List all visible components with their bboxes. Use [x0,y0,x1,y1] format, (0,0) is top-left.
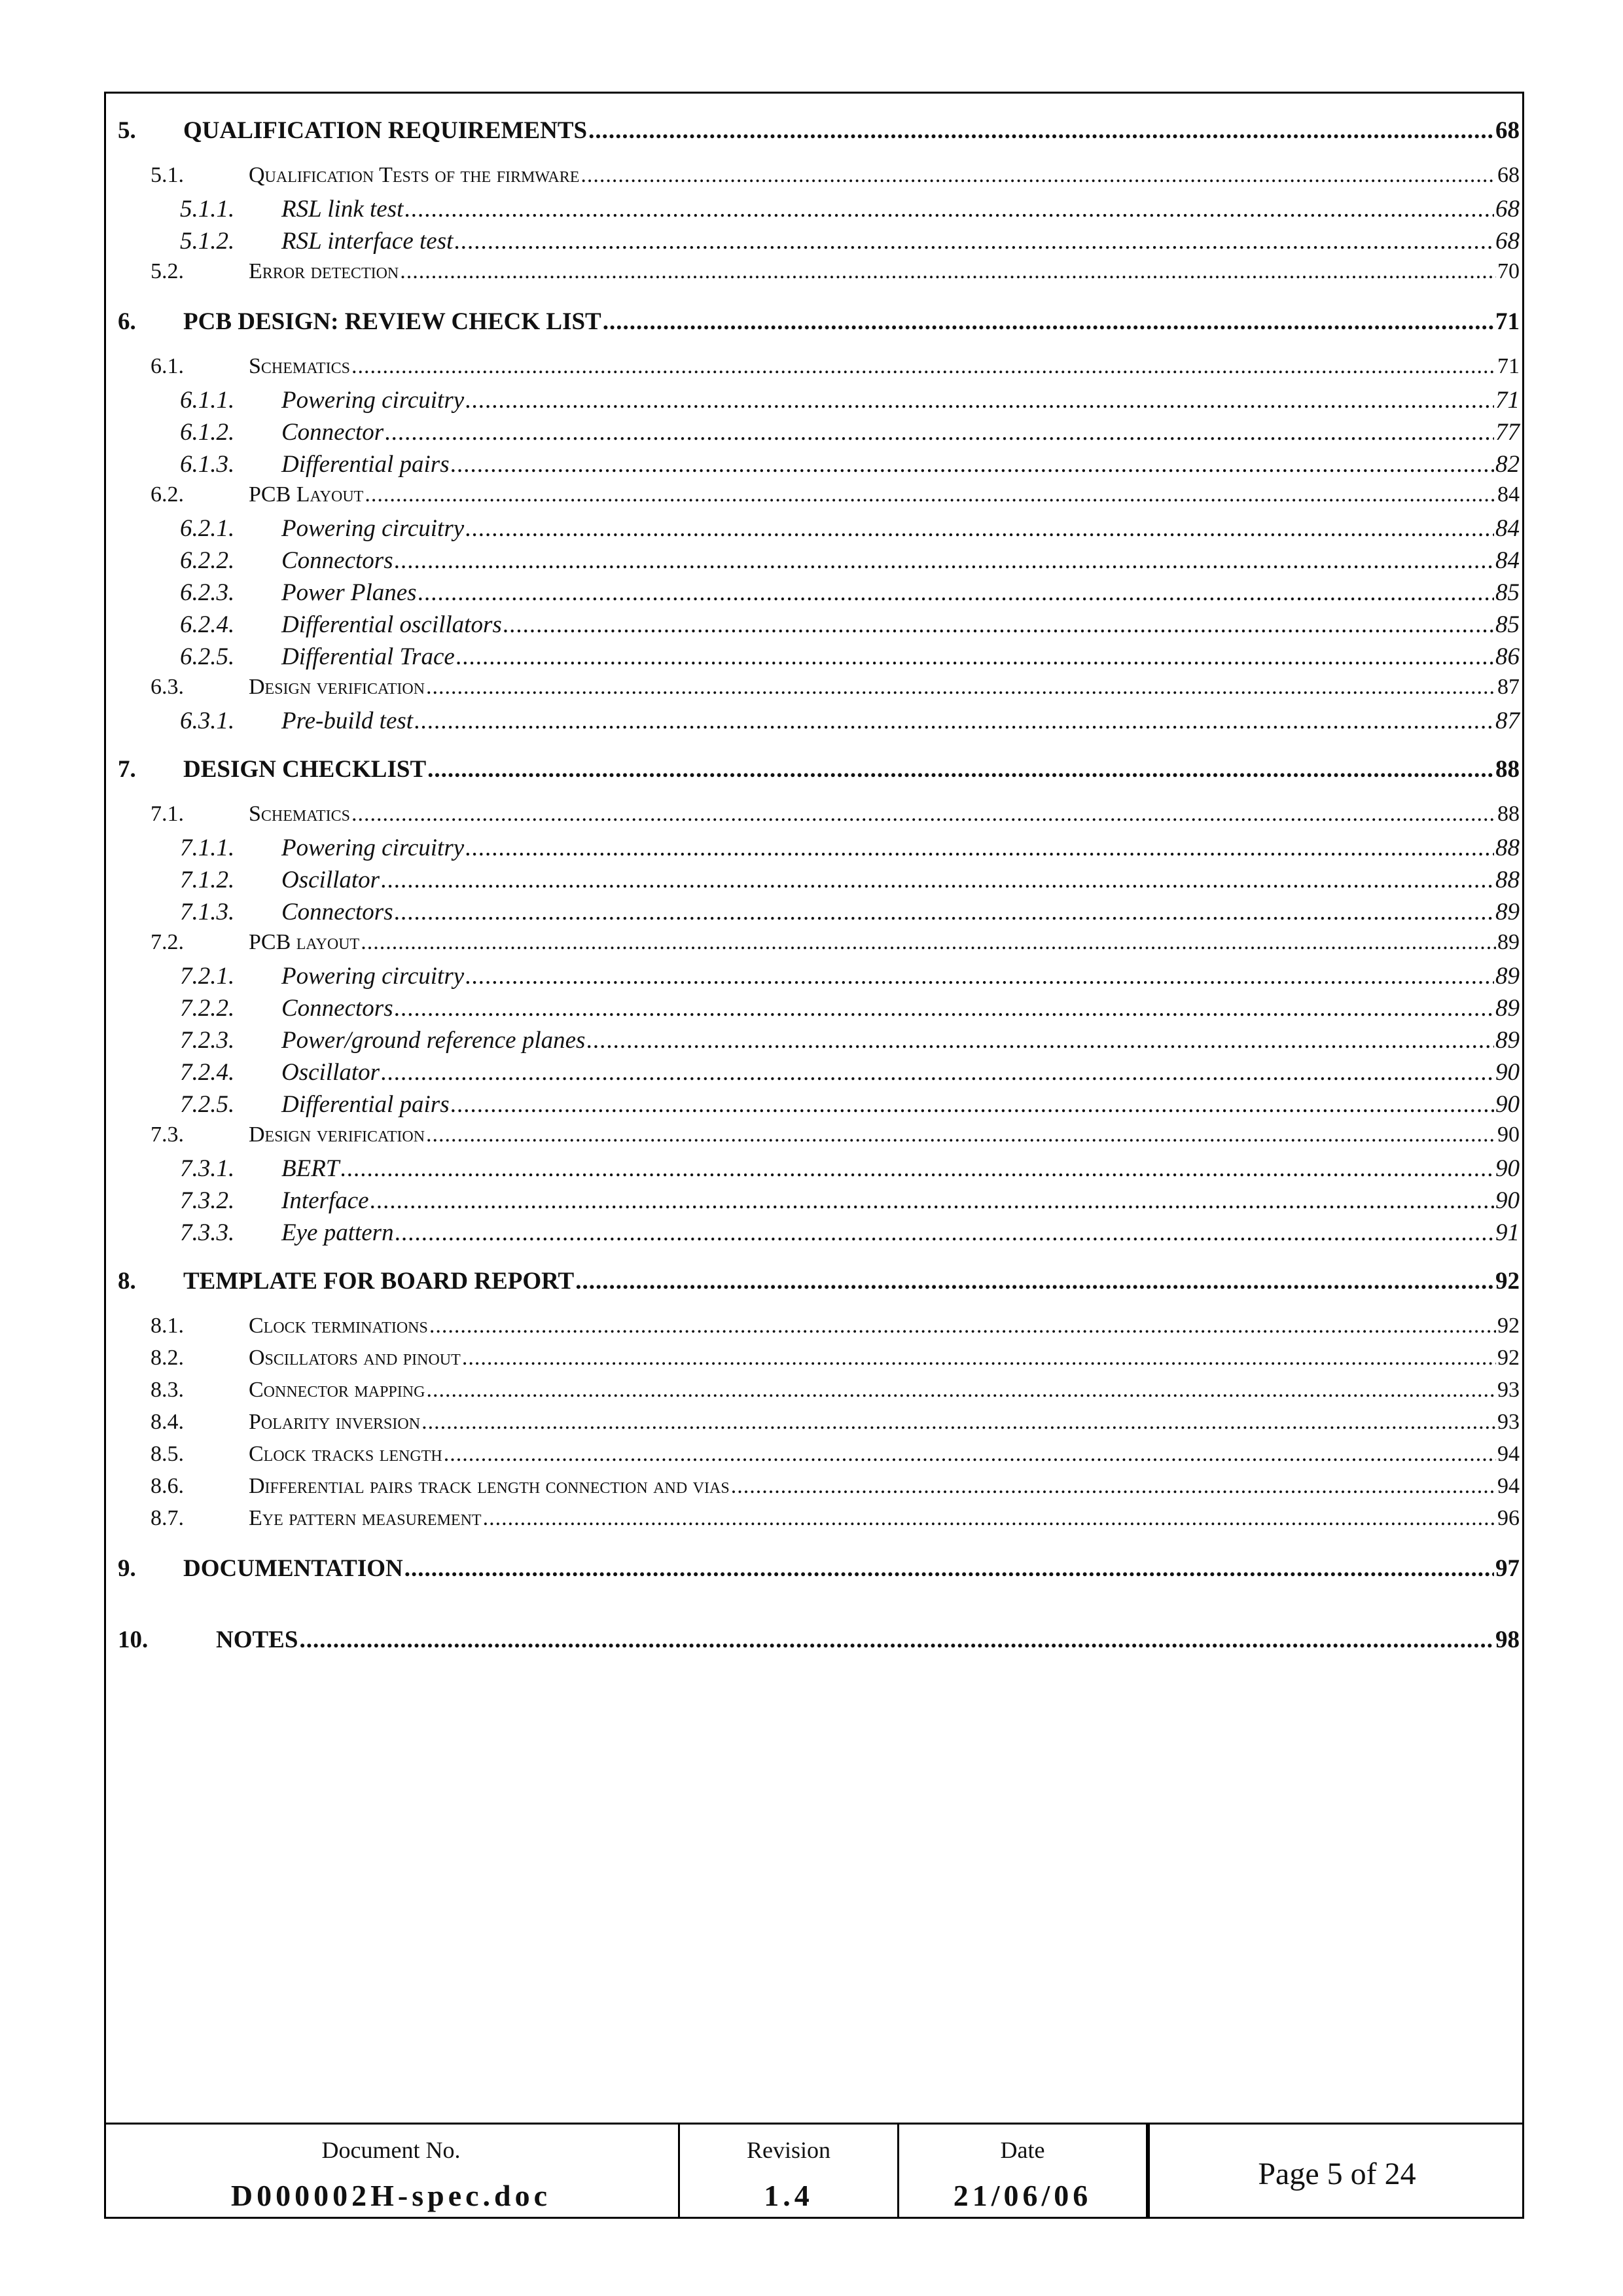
toc-entry-title: Eye pattern measurement [249,1506,482,1530]
date-value: 21/06/06 [953,2179,1092,2212]
toc-entry-number: 7.1.2. [180,867,235,893]
toc-entry-title: Power/ground reference planes [281,1027,586,1054]
toc-entry-number: 6.3. [151,675,184,699]
document-number: D000002H-spec.doc [230,2179,552,2212]
dot-leader [451,1090,1494,1119]
toc-entry-page: 96 [1497,1506,1520,1530]
toc-entry-number: 7.2.3. [180,1027,235,1054]
toc-entry-title: Oscillator [281,1059,380,1086]
toc-entry-title: Connectors [281,547,393,574]
toc-entry-page: 90 [1495,1155,1520,1182]
toc-entry-number: 7.1. [151,802,184,826]
toc-entry-number: 6.1. [151,354,184,378]
toc-entry-title: Error detection [249,259,399,283]
toc-entry-page: 84 [1495,515,1520,542]
dot-leader [400,259,1496,284]
toc-chapter[interactable] [118,1554,1520,1587]
toc-entry-number: 7.3. [151,1122,184,1147]
toc-subsection[interactable] [118,611,1520,643]
toc-entry-page: 68 [1495,196,1520,223]
toc-entry-number: 6.2.2. [180,547,235,574]
footer-page-cell [1148,2125,1524,2219]
dot-leader [365,482,1496,507]
dot-leader [575,1267,1494,1295]
toc-entry-title: Design verification [249,675,425,699]
toc-entry-page: 93 [1497,1378,1520,1402]
dot-leader [465,834,1494,862]
toc-entry-page: 70 [1497,259,1520,283]
toc-subsection[interactable] [118,962,1520,994]
dot-leader [456,643,1494,671]
toc-subsection[interactable] [118,1219,1520,1251]
toc-entry-title: Oscillators and pinout [249,1346,461,1370]
toc-subsection[interactable] [118,1155,1520,1187]
dot-leader [731,1474,1496,1499]
dot-leader [427,755,1494,783]
toc-entry-number: 7.3.2. [180,1187,235,1214]
toc-entry-number: 8.4. [151,1410,184,1434]
toc-entry-page: 68 [1495,228,1520,255]
toc-entry-title: Powering circuitry [281,834,465,861]
toc-chapter[interactable] [118,1626,1520,1658]
toc-subsection[interactable] [118,1058,1520,1090]
dot-leader [340,1155,1494,1183]
toc-entry-number: 7.1.1. [180,834,235,861]
toc-entry-title: DESIGN CHECKLIST [183,756,427,783]
dot-leader [580,163,1496,188]
toc-entry-title: Differential oscillators [281,611,502,638]
page-number: Page 5 of 24 [1258,2157,1416,2191]
toc-entry-number: 6.2.5. [180,643,235,670]
dot-leader [454,227,1494,255]
toc-entry-page: 97 [1495,1555,1520,1582]
toc-entry-page: 89 [1495,995,1520,1022]
footer-revision-cell [680,2125,899,2219]
toc-entry-number: 7.2.1. [180,963,235,990]
toc-entry-title: Differential pairs track length connection and vias [249,1474,730,1498]
toc-entry-page: 82 [1495,451,1520,478]
toc-entry-page: 84 [1495,547,1520,574]
toc-entry-page: 71 [1497,354,1520,378]
toc-entry-title: Pre-build test [281,708,414,734]
toc-entry-number: 5. [118,117,136,144]
toc-entry-number: 7.3.1. [180,1155,235,1182]
toc-entry-page: 71 [1495,308,1520,335]
toc-section[interactable] [118,802,1520,834]
dot-leader [503,611,1494,639]
toc-entry-number: 6.1.1. [180,387,235,414]
toc-entry-number: 5.1. [151,163,184,187]
toc-entry-number: 9. [118,1555,136,1582]
toc-entry-number: 6.2. [151,482,184,507]
toc-section[interactable] [118,1378,1520,1410]
toc-section[interactable] [118,482,1520,514]
toc-entry-page: 94 [1497,1442,1520,1466]
dot-leader [426,1378,1496,1403]
toc-entry-page: 77 [1495,419,1520,446]
toc-entry-page: 98 [1495,1626,1520,1653]
toc-entry-title: Design verification [249,1122,425,1147]
toc-entry-page: 85 [1495,611,1520,638]
dot-leader [395,547,1494,575]
toc-subsection[interactable] [118,866,1520,898]
toc-entry-number: 6.3.1. [180,708,235,734]
toc-section[interactable] [118,1506,1520,1538]
toc-section[interactable] [118,1410,1520,1442]
toc-subsection[interactable] [118,514,1520,547]
toc-subsection[interactable] [118,386,1520,418]
toc-entry-title: Polarity inversion [249,1410,421,1434]
toc-subsection[interactable] [118,1187,1520,1219]
date-label: Date [1000,2137,1045,2163]
toc-entry-page: 91 [1495,1219,1520,1246]
toc-entry-title: QUALIFICATION REQUIREMENTS [183,117,588,144]
dot-leader [395,898,1494,926]
toc-subsection[interactable] [118,579,1520,611]
toc-entry-number: 7.2.5. [180,1091,235,1118]
toc-entry-page: 88 [1497,802,1520,826]
dot-leader [418,579,1494,607]
toc-entry-number: 7.1.3. [180,899,235,925]
dot-leader [603,308,1494,336]
toc-section[interactable] [118,675,1520,707]
toc-subsection[interactable] [118,707,1520,739]
toc-section[interactable] [118,1474,1520,1506]
toc-entry-page: 89 [1495,1027,1520,1054]
toc-entry-title: Qualification Tests of the firmware [249,163,580,187]
toc-subsection[interactable] [118,227,1520,259]
toc-subsection[interactable] [118,547,1520,579]
toc-entry-title: PCB Layout [249,482,364,507]
toc-section[interactable] [118,1346,1520,1378]
toc-subsection[interactable] [118,418,1520,450]
toc-entry-number: 10. [118,1626,149,1653]
toc-entry-number: 6.1.3. [180,451,235,478]
toc-entry-page: 88 [1495,867,1520,893]
toc-entry-title: Schematics [249,354,350,378]
dot-leader [381,866,1494,894]
toc-entry-title: Connector [281,419,384,446]
toc-entry-page: 86 [1495,643,1520,670]
toc-subsection[interactable] [118,195,1520,227]
toc-entry-number: 7.2. [151,930,184,954]
toc-entry-title: Connector mapping [249,1378,425,1402]
toc-entry-title: Powering circuitry [281,515,465,542]
toc-entry-page: 88 [1495,756,1520,783]
dot-leader [414,707,1494,735]
toc-entry-title: Differential pairs [281,451,450,478]
toc-entry-title: Power Planes [281,579,417,606]
footer-document-cell [104,2125,680,2219]
toc-chapter[interactable] [118,755,1520,787]
toc-chapter[interactable] [118,308,1520,340]
toc-entry-title: DOCUMENTATION [183,1555,403,1582]
dot-leader [451,450,1494,478]
dot-leader [444,1442,1496,1467]
toc-entry-page: 90 [1495,1091,1520,1118]
toc-entry-page: 90 [1497,1122,1520,1147]
toc-entry-number: 8.6. [151,1474,184,1498]
dot-leader [385,418,1494,446]
table-of-contents [118,117,1520,1658]
toc-entry-number: 6.2.3. [180,579,235,606]
dot-leader [462,1346,1496,1371]
toc-entry-title: BERT [281,1155,340,1182]
toc-entry-number: 7.2.2. [180,995,235,1022]
toc-entry-title: Clock tracks length [249,1442,442,1466]
toc-entry-page: 87 [1495,708,1520,734]
toc-entry-title: Clock terminations [249,1314,428,1338]
dot-leader [351,354,1496,379]
toc-entry-title: PCB layout [249,930,360,954]
document-footer [104,2123,1524,2219]
toc-section[interactable] [118,163,1520,195]
toc-entry-number: 5.1.2. [180,228,235,255]
toc-entry-title: Oscillator [281,867,380,893]
toc-entry-number: 6.2.1. [180,515,235,542]
toc-entry-title: PCB DESIGN: REVIEW CHECK LIST [183,308,601,335]
dot-leader [426,1122,1496,1147]
toc-entry-title: TEMPLATE FOR BOARD REPORT [183,1268,575,1295]
toc-entry-page: 92 [1497,1314,1520,1338]
toc-entry-number: 7. [118,756,136,783]
toc-entry-page: 93 [1497,1410,1520,1434]
toc-entry-page: 71 [1495,387,1520,414]
toc-entry-page: 88 [1495,834,1520,861]
toc-section[interactable] [118,1442,1520,1474]
dot-leader [361,930,1496,955]
toc-entry-number: 8.2. [151,1346,184,1370]
toc-entry-page: 89 [1495,899,1520,925]
toc-subsection[interactable] [118,834,1520,866]
toc-entry-page: 68 [1495,117,1520,144]
toc-entry-page: 85 [1495,579,1520,606]
dot-leader [299,1626,1494,1654]
toc-entry-title: Eye pattern [281,1219,394,1246]
dot-leader [421,1410,1496,1435]
toc-entry-number: 8. [118,1268,136,1295]
toc-entry-page: 89 [1497,930,1520,954]
toc-entry-number: 8.3. [151,1378,184,1402]
revision-number: 1.4 [764,2179,813,2212]
dot-leader [588,117,1494,145]
dot-leader [395,994,1494,1022]
dot-leader [351,802,1496,827]
dot-leader [404,195,1494,223]
toc-entry-title: NOTES [216,1626,298,1653]
dot-leader [586,1026,1494,1054]
dot-leader [395,1219,1494,1247]
toc-entry-number: 7.3.3. [180,1219,235,1246]
toc-entry-title: Differential Trace [281,643,455,670]
toc-entry-number: 6. [118,308,136,335]
toc-entry-title: RSL link test [281,196,404,223]
toc-section[interactable] [118,1314,1520,1346]
toc-entry-page: 68 [1497,163,1520,187]
toc-entry-page: 84 [1497,482,1520,507]
toc-subsection[interactable] [118,898,1520,930]
toc-entry-page: 89 [1495,963,1520,990]
dot-leader [483,1506,1496,1531]
dot-leader [426,675,1496,700]
dot-leader [370,1187,1494,1215]
toc-entry-number: 8.7. [151,1506,184,1530]
toc-section[interactable] [118,930,1520,962]
toc-chapter[interactable] [118,1267,1520,1299]
toc-subsection[interactable] [118,643,1520,675]
toc-subsection[interactable] [118,994,1520,1026]
toc-entry-page: 90 [1495,1187,1520,1214]
toc-entry-page: 94 [1497,1474,1520,1498]
toc-entry-title: RSL interface test [281,228,454,255]
toc-entry-number: 7.2.4. [180,1059,235,1086]
dot-leader [429,1314,1496,1338]
toc-entry-number: 8.1. [151,1314,184,1338]
toc-subsection[interactable] [118,1026,1520,1058]
toc-entry-number: 6.1.2. [180,419,235,446]
revision-label: Revision [746,2137,830,2163]
dot-leader [404,1554,1494,1583]
toc-entry-title: Powering circuitry [281,387,465,414]
toc-entry-page: 90 [1495,1059,1520,1086]
toc-entry-number: 8.5. [151,1442,184,1466]
toc-entry-title: Powering circuitry [281,963,465,990]
toc-subsection[interactable] [118,450,1520,482]
toc-entry-title: Interface [281,1187,369,1214]
dot-leader [465,962,1494,990]
toc-entry-title: Differential pairs [281,1091,450,1118]
footer-date-cell [899,2125,1148,2219]
toc-entry-page: 92 [1497,1346,1520,1370]
toc-section[interactable] [118,1122,1520,1155]
dot-leader [381,1058,1494,1086]
toc-entry-title: Connectors [281,995,393,1022]
toc-entry-page: 87 [1497,675,1520,699]
toc-entry-title: Connectors [281,899,393,925]
toc-entry-title: Schematics [249,802,350,826]
document-label: Document No. [321,2137,461,2163]
toc-entry-page: 92 [1495,1268,1520,1295]
toc-chapter[interactable] [118,117,1520,149]
dot-leader [465,386,1494,414]
toc-entry-number: 6.2.4. [180,611,235,638]
toc-section[interactable] [118,259,1520,291]
toc-entry-number: 5.2. [151,259,184,283]
toc-section[interactable] [118,354,1520,386]
dot-leader [465,514,1494,543]
toc-subsection[interactable] [118,1090,1520,1122]
toc-entry-number: 5.1.1. [180,196,235,223]
